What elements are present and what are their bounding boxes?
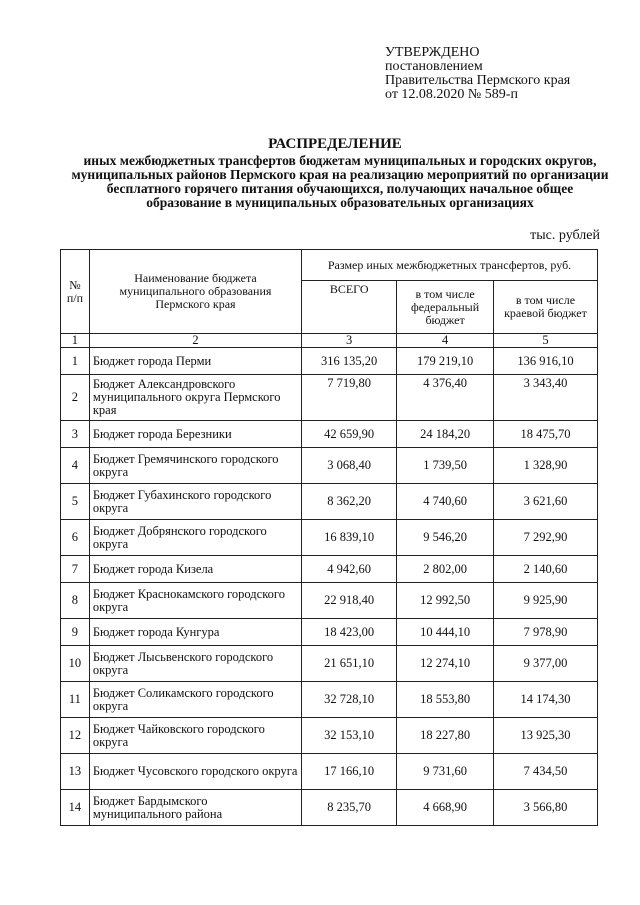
row-total: 4 942,60	[302, 556, 397, 583]
row-name: Бюджет города Перми	[89, 348, 301, 375]
row-federal: 2 802,00	[397, 556, 494, 583]
row-regional: 3 343,40	[493, 375, 597, 421]
row-num: 4	[61, 448, 90, 484]
row-total: 16 839,10	[302, 520, 397, 556]
row-name: Бюджет города Кизела	[89, 556, 301, 583]
units-label: тыс. рублей	[530, 228, 600, 243]
row-name: Бюджет Краснокамского городского округа	[89, 583, 301, 619]
row-regional: 9 377,00	[493, 646, 597, 682]
table-row	[61, 754, 598, 790]
column-index-cell: 2	[89, 334, 301, 348]
row-federal: 24 184,20	[397, 421, 494, 448]
table-row	[61, 421, 598, 448]
row-regional: 18 475,70	[493, 421, 597, 448]
row-federal: 4 740,60	[397, 484, 494, 520]
row-regional: 14 174,30	[493, 682, 597, 718]
row-regional: 13 925,30	[493, 718, 597, 754]
row-num: 1	[61, 348, 90, 375]
row-num: 14	[61, 790, 90, 826]
row-total: 22 918,40	[302, 583, 397, 619]
row-num: 7	[61, 556, 90, 583]
header-regional: в том числе краевой бюджет	[493, 281, 597, 334]
table-row	[61, 520, 598, 556]
row-name: Бюджет Чайковского городского округа	[89, 718, 301, 754]
header-total: ВСЕГО	[302, 281, 397, 334]
row-name: Бюджет Гремячинского городского округа	[89, 448, 301, 484]
row-total: 3 068,40	[302, 448, 397, 484]
row-total: 32 153,10	[302, 718, 397, 754]
row-total: 42 659,90	[302, 421, 397, 448]
row-num: 3	[61, 421, 90, 448]
header-num: № п/п	[61, 250, 90, 334]
table-row	[61, 718, 598, 754]
row-regional: 7 434,50	[493, 754, 597, 790]
row-num: 5	[61, 484, 90, 520]
column-index-cell: 4	[397, 334, 494, 348]
table-row	[61, 556, 598, 583]
document-title: РАСПРЕДЕЛЕНИЕ	[268, 136, 402, 152]
row-num: 11	[61, 682, 90, 718]
row-federal: 4 376,40	[397, 375, 494, 421]
row-name: Бюджет Губахинского городского округа	[89, 484, 301, 520]
row-name: Бюджет Бардымского муниципального района	[89, 790, 301, 826]
column-index-cell: 5	[493, 334, 597, 348]
row-federal: 4 668,90	[397, 790, 494, 826]
row-name: Бюджет города Кунгура	[89, 619, 301, 646]
table-row	[61, 682, 598, 718]
table-row	[61, 619, 598, 646]
column-index-row	[61, 334, 598, 348]
row-total: 32 728,10	[302, 682, 397, 718]
approval-line: УТВЕРЖДЕНО	[385, 45, 480, 60]
row-total: 7 719,80	[302, 375, 397, 421]
row-regional: 1 328,90	[493, 448, 597, 484]
table-row	[61, 583, 598, 619]
row-num: 8	[61, 583, 90, 619]
row-federal: 10 444,10	[397, 619, 494, 646]
row-federal: 18 553,80	[397, 682, 494, 718]
approval-line: Правительства Пермского края	[385, 73, 571, 88]
table-body	[61, 334, 598, 826]
row-name: Бюджет города Березники	[89, 421, 301, 448]
row-total: 18 423,00	[302, 619, 397, 646]
row-federal: 12 992,50	[397, 583, 494, 619]
column-index-cell: 3	[302, 334, 397, 348]
table-row	[61, 646, 598, 682]
table-row	[61, 375, 598, 421]
table-row	[61, 484, 598, 520]
table-row	[61, 448, 598, 484]
row-regional: 3 621,60	[493, 484, 597, 520]
header-size: Размер иных межбюджетных трансфертов, руб.	[302, 250, 598, 281]
row-num: 10	[61, 646, 90, 682]
row-total: 17 166,10	[302, 754, 397, 790]
row-federal: 12 274,10	[397, 646, 494, 682]
row-regional: 7 292,90	[493, 520, 597, 556]
row-num: 9	[61, 619, 90, 646]
header-federal: в том числе федеральный бюджет	[397, 281, 494, 334]
approval-line: постановлением	[385, 59, 483, 74]
row-federal: 9 546,20	[397, 520, 494, 556]
row-total: 316 135,20	[302, 348, 397, 375]
row-total: 8 362,20	[302, 484, 397, 520]
row-name: Бюджет Соликамского городского округа	[89, 682, 301, 718]
row-federal: 179 219,10	[397, 348, 494, 375]
row-regional: 7 978,90	[493, 619, 597, 646]
distribution-table	[60, 249, 598, 826]
row-federal: 1 739,50	[397, 448, 494, 484]
row-regional: 2 140,60	[493, 556, 597, 583]
row-num: 12	[61, 718, 90, 754]
row-regional: 3 566,80	[493, 790, 597, 826]
row-name: Бюджет Чусовского городского округа	[89, 754, 301, 790]
column-index-cell: 1	[61, 334, 90, 348]
row-num: 6	[61, 520, 90, 556]
row-name: Бюджет Александровского муниципального округа Пермского края	[89, 375, 301, 421]
row-num: 2	[61, 375, 90, 421]
row-regional: 9 925,90	[493, 583, 597, 619]
header-name: Наименование бюджета муниципального образования Пермского края	[89, 250, 301, 334]
row-federal: 9 731,60	[397, 754, 494, 790]
approval-stamp	[385, 46, 570, 102]
row-federal: 18 227,80	[397, 718, 494, 754]
table-row	[61, 348, 598, 375]
table-row	[61, 790, 598, 826]
approval-line: от 12.08.2020 № 589-п	[385, 87, 518, 102]
row-name: Бюджет Лысьвенского городского округа	[89, 646, 301, 682]
row-total: 21 651,10	[302, 646, 397, 682]
row-total: 8 235,70	[302, 790, 397, 826]
row-regional: 136 916,10	[493, 348, 597, 375]
row-num: 13	[61, 754, 90, 790]
document-subtitle: иных межбюджетных трансфертов бюджетам муниципальных и городских округов, муниципальных районов Пермского края на реализацию мероприятий по организации бесплатного горячего питания обучающихся, получающих начальное общее образование в муниципальных образовательных организациях	[71, 153, 609, 210]
row-name: Бюджет Добрянского городского округа	[89, 520, 301, 556]
